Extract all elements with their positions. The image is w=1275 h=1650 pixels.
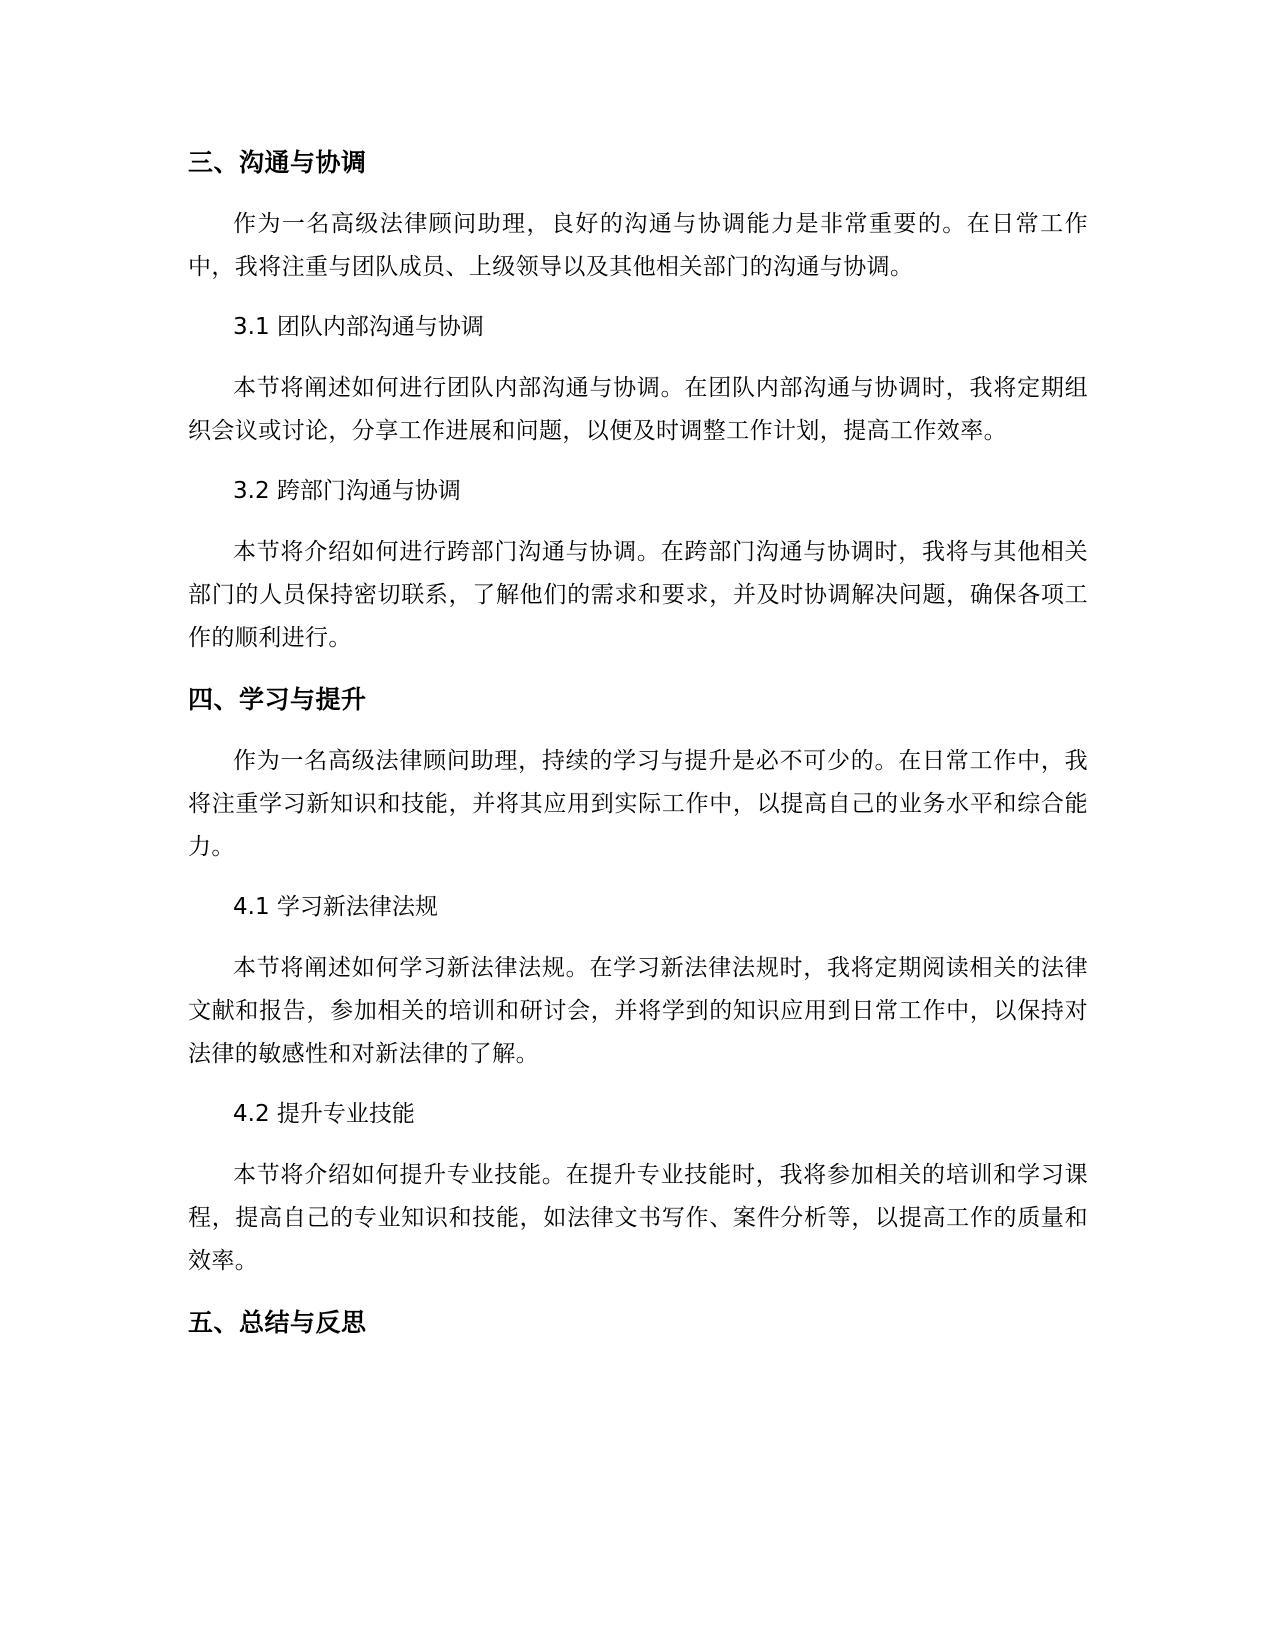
section-heading: 四、学习与提升 <box>188 685 367 714</box>
subsection-paragraph: 本节将阐述如何进行团队内部沟通与协调。在团队内部沟通与协调时，我将定期组织会议或讨论，分享工作进展和问题，以便及时调整工作计划，提高工作效率。 <box>188 375 1088 444</box>
document-body <box>188 145 1088 1341</box>
subsection-title: 3.2 跨部门沟通与协调 <box>233 478 461 504</box>
subsection-title: 3.1 团队内部沟通与协调 <box>233 314 484 340</box>
subsection-title: 4.2 提升专业技能 <box>233 1101 415 1127</box>
section-heading: 三、沟通与协调 <box>188 148 367 177</box>
section-intro-paragraph: 作为一名高级法律顾问助理，良好的沟通与协调能力是非常重要的。在日常工作中，我将注重与团队成员、上级领导以及其他相关部门的沟通与协调。 <box>188 211 1088 280</box>
subsection-paragraph: 本节将阐述如何学习新法律法规。在学习新法律法规时，我将定期阅读相关的法律文献和报告，参加相关的培训和研讨会，并将学到的知识应用到日常工作中，以保持对法律的敏感性和对新法律的了解。 <box>188 955 1088 1067</box>
subsection-paragraph: 本节将介绍如何进行跨部门沟通与协调。在跨部门沟通与协调时，我将与其他相关部门的人员保持密切联系，了解他们的需求和要求，并及时协调解决问题，确保各项工作的顺利进行。 <box>188 539 1088 651</box>
section-intro-paragraph: 作为一名高级法律顾问助理，持续的学习与提升是必不可少的。在日常工作中，我将注重学习新知识和技能，并将其应用到实际工作中，以提高自己的业务水平和综合能力。 <box>188 748 1088 860</box>
subsection-title: 4.1 学习新法律法规 <box>233 894 438 920</box>
section-heading: 五、总结与反思 <box>188 1308 367 1337</box>
subsection-paragraph: 本节将介绍如何提升专业技能。在提升专业技能时，我将参加相关的培训和学习课程，提高自己的专业知识和技能，如法律文书写作、案件分析等，以提高工作的质量和效率。 <box>188 1162 1088 1274</box>
